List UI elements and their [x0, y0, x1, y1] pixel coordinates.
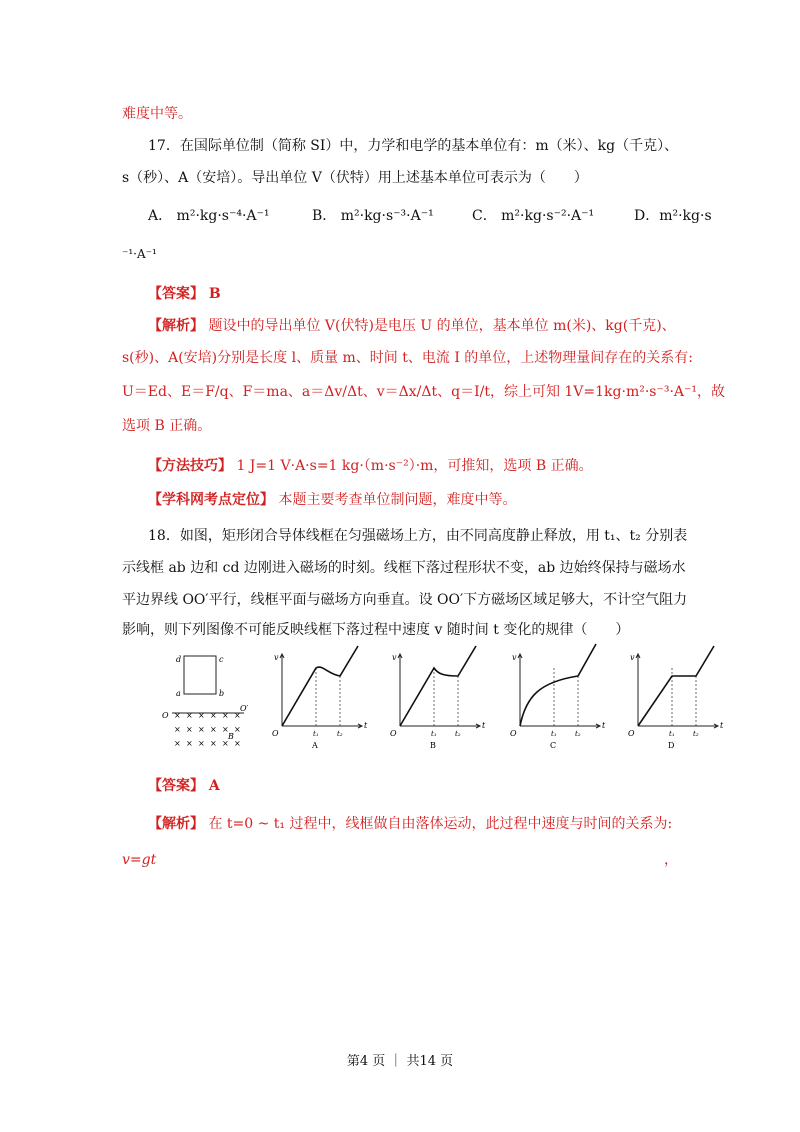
- field-cross: ×: [222, 711, 229, 720]
- q17-stem-line2: s（秒）、A（安培）。导出单位 V（伏特）用上述基本单位可表示为（ ）: [122, 170, 588, 186]
- field-cross: ×: [174, 739, 181, 748]
- q18-answer-label: 【答案】: [148, 778, 204, 794]
- wire-frame: [184, 656, 216, 694]
- q18-stem-line4: 影响，则下列图像不可能反映线框下落过程中速度 v 随时间 t 变化的规律（ ）: [122, 622, 630, 638]
- field-cross: ×: [186, 711, 193, 720]
- origin-label: O: [628, 729, 635, 738]
- field-cross: ×: [186, 739, 193, 748]
- q17-option-b: B． m²·kg·s⁻³·A⁻¹: [312, 208, 434, 224]
- tick-t2: t₂: [337, 730, 343, 738]
- field-label-b: B: [228, 732, 234, 741]
- q17-analysis-line4: 选项 B 正确。: [122, 418, 212, 434]
- q17-analysis-line1: 题设中的导出单位 V(伏特)是电压 U 的单位，基本单位 m(米)、kg(千克)、: [208, 318, 676, 334]
- q17-analysis-line2: s(秒)、A(安培)分别是长度 l、质量 m、时间 t、电流 I 的单位，上述物理量间存在的关系有:: [122, 350, 694, 366]
- q18-analysis-line2-end: ，: [664, 852, 678, 868]
- q18-stem-line1: 18．如图，矩形闭合导体线框在匀强磁场上方，由不同高度静止释放，用 t₁、t₂ 分别表: [148, 528, 688, 544]
- tick-t1: t₁: [313, 730, 319, 738]
- field-cross: ×: [174, 725, 181, 734]
- field-cross: ×: [234, 739, 241, 748]
- axis-v-label: v: [392, 653, 397, 662]
- velocity-curve: [400, 646, 476, 726]
- field-cross: ×: [210, 739, 217, 748]
- field-cross: ×: [198, 725, 205, 734]
- corner-d: d: [176, 655, 182, 664]
- q18-figures: [162, 648, 722, 760]
- q18-stem-line3: 平边界线 OO′平行，线框平面与磁场方向垂直。设 OO′下方磁场区域足够大，不计空气阻力: [122, 592, 688, 608]
- vt-graph-c: [510, 644, 606, 750]
- q17-answer-label: 【答案】: [148, 286, 204, 302]
- corner-b: b: [219, 689, 225, 698]
- field-cross: ×: [174, 711, 181, 720]
- q17-option-a: A． m²·kg·s⁻⁴·A⁻¹: [148, 208, 270, 224]
- field-cross: ×: [198, 711, 205, 720]
- field-cross: ×: [186, 725, 193, 734]
- field-cross: ×: [210, 725, 217, 734]
- q17-method-label: 【方法技巧】: [148, 458, 232, 474]
- tick-t1: t₁: [551, 730, 557, 738]
- origin-label: O: [510, 729, 517, 738]
- field-cross: ×: [198, 739, 205, 748]
- q17-locate-label: 【学科网考点定位】: [148, 492, 274, 508]
- axis-t-label: t: [602, 721, 606, 730]
- q17-option-d: D．m²·kg·s: [634, 208, 712, 224]
- boundary-o: O: [162, 711, 169, 720]
- q17-stem-line1: 17．在国际单位制（简称 SI）中，力学和电学的基本单位有：m（米）、kg（千克）、: [148, 138, 679, 154]
- vt-graph-d: [628, 646, 724, 750]
- page-footer: 第4 页 ｜ 共14 页: [346, 1054, 454, 1069]
- q18-analysis: [148, 814, 672, 834]
- q17-locate: [148, 490, 516, 510]
- corner-c: c: [219, 655, 224, 664]
- q17-method: [148, 456, 593, 476]
- axis-v-label: v: [274, 653, 279, 662]
- q17-option-d-cont: ⁻¹·A⁻¹: [122, 247, 157, 261]
- corner-a: a: [176, 689, 181, 698]
- axis-t-label: t: [720, 721, 724, 730]
- field-cross: ×: [210, 711, 217, 720]
- frame-diagram: [162, 655, 249, 748]
- tick-t1: t₁: [669, 730, 675, 738]
- field-crosses: [174, 711, 241, 748]
- q17-option-c: C． m²·kg·s⁻²·A⁻¹: [472, 208, 595, 224]
- field-cross: ×: [234, 725, 241, 734]
- velocity-curve: [282, 646, 358, 726]
- q18-figure-svg: [162, 648, 722, 760]
- axis-v-label: v: [630, 653, 635, 662]
- field-cross: ×: [222, 739, 229, 748]
- boundary-o-prime: O′: [240, 704, 249, 713]
- axis-t-label: t: [364, 721, 368, 730]
- vt-graph-b: [390, 646, 486, 750]
- q17-analysis-label: 【解析】: [148, 318, 204, 334]
- graph-label: B: [430, 741, 436, 750]
- q17-analysis: [148, 316, 676, 336]
- q18-analysis-line1: 在 t=0 ~ t₁ 过程中，线框做自由落体运动，此过程中速度与时间的关系为:: [208, 816, 673, 832]
- vt-graphs: [272, 644, 724, 750]
- vt-graph-a: [272, 646, 368, 750]
- origin-label: O: [390, 729, 397, 738]
- tick-t2: t₂: [575, 730, 581, 738]
- tick-t2: t₂: [693, 730, 699, 738]
- q18-stem-line2: 示线框 ab 边和 cd 边刚进入磁场的时刻。线框下落过程形状不变，ab 边始终保持与磁场水: [122, 560, 686, 576]
- q17-analysis-line3: U＝Ed、E＝F/q、F＝ma、a＝Δv/Δt、v＝Δx/Δt、q＝I/t，综上可知 1V=1kg·m²·s⁻³·A⁻¹，故: [122, 384, 726, 400]
- tick-t2: t₂: [455, 730, 461, 738]
- field-cross: ×: [222, 725, 229, 734]
- velocity-curve: [520, 644, 596, 726]
- tick-t1: t₁: [431, 730, 437, 738]
- q18-analysis-label: 【解析】: [148, 816, 204, 832]
- q17-method-text: 1 J=1 V·A·s=1 kg·（m·s⁻²）·m，可推知，选项 B 正确。: [236, 458, 593, 474]
- q18-answer-value: A: [208, 778, 220, 794]
- q17-locate-text: 本题主要考查单位制问题，难度中等。: [278, 492, 517, 508]
- q18-analysis-line2: v=gt: [122, 852, 157, 868]
- field-cross: ×: [234, 711, 241, 720]
- axis-t-label: t: [482, 721, 486, 730]
- q17-answer: [148, 284, 221, 304]
- velocity-curve: [638, 646, 714, 726]
- q17-answer-value: B: [208, 286, 221, 302]
- q18-answer: [148, 776, 220, 796]
- prev-difficulty: 难度中等。: [122, 106, 192, 122]
- origin-label: O: [272, 729, 279, 738]
- graph-label: C: [550, 741, 557, 750]
- graph-label: D: [668, 741, 675, 750]
- graph-label: A: [312, 741, 318, 750]
- axis-v-label: v: [512, 653, 517, 662]
